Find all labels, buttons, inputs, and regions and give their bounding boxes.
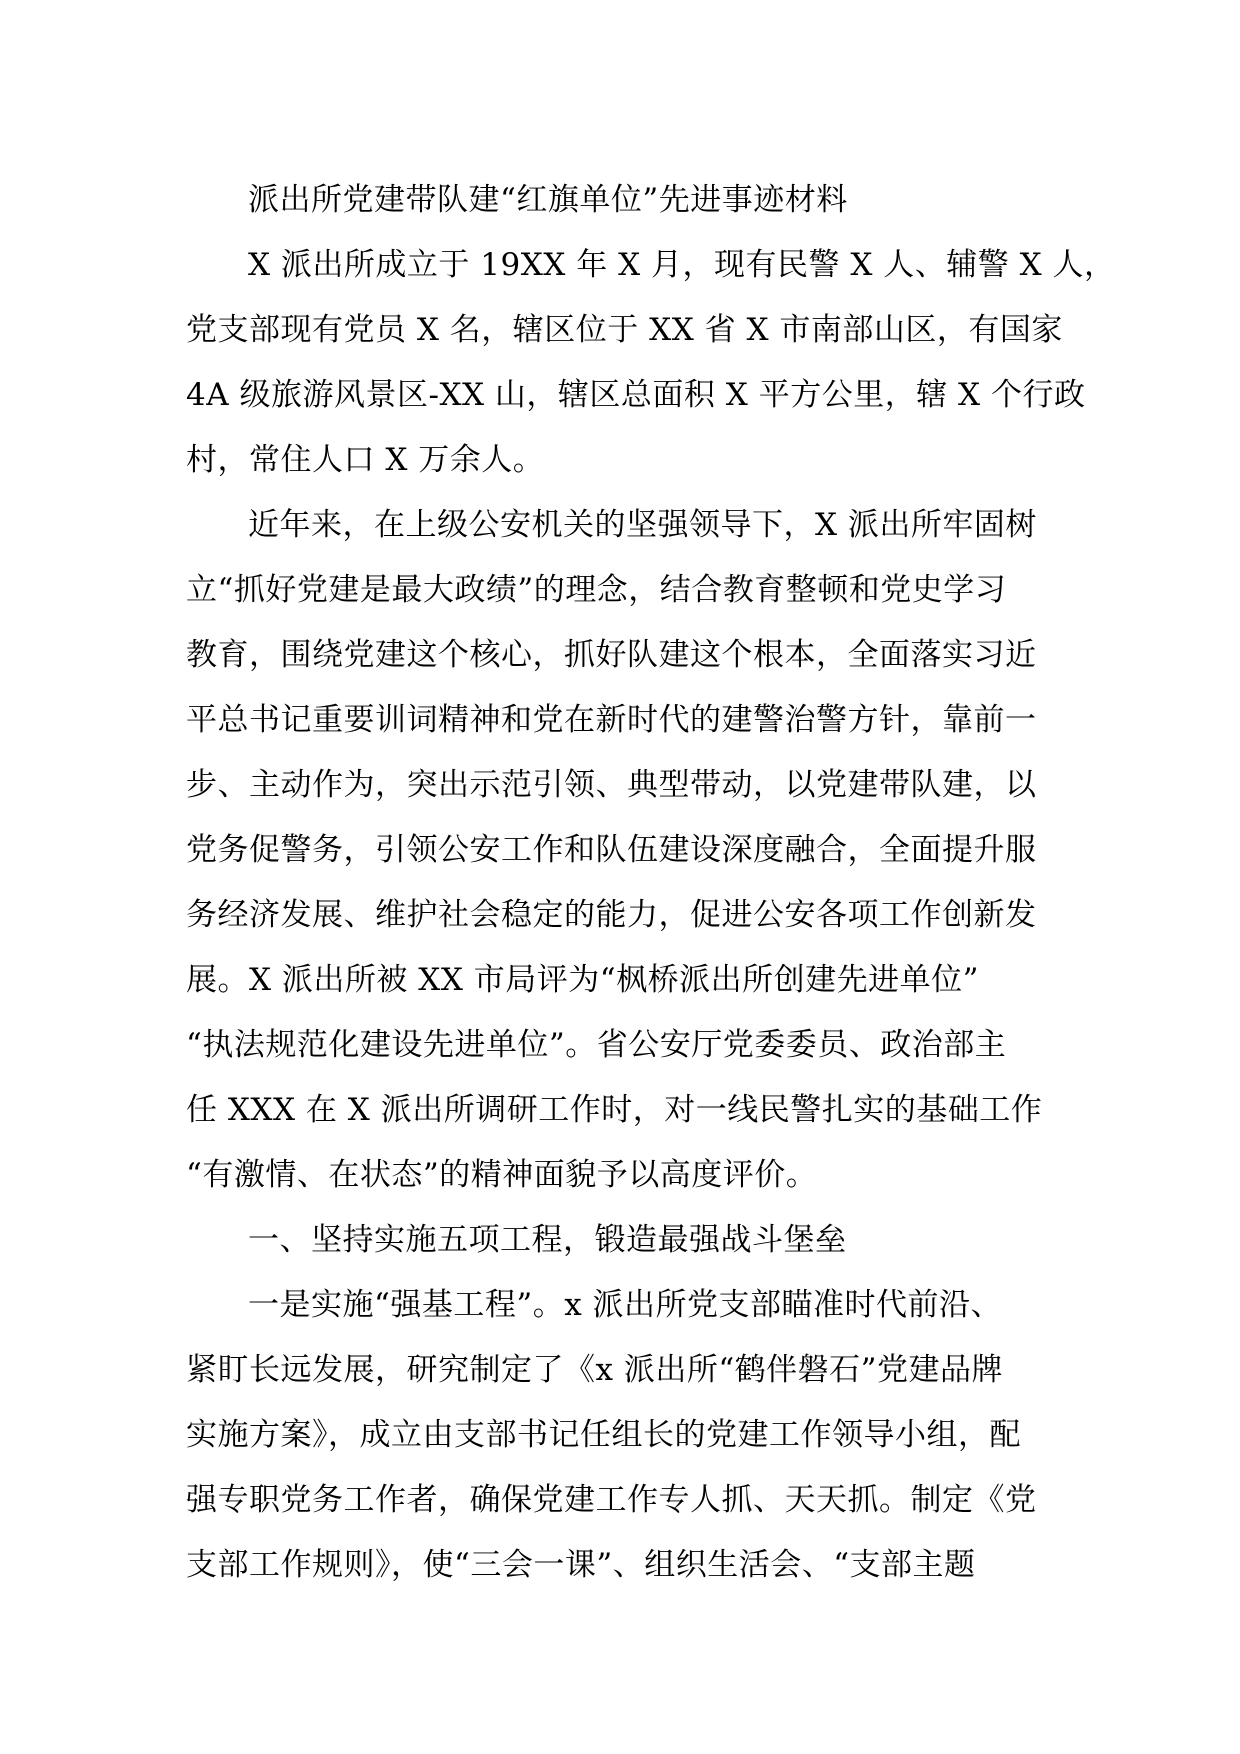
paragraph-line: “有激情、在状态”的精神面貌予以高度评价。 [186,1157,818,1193]
paragraph-line: 任 XXX 在 X 派出所调研工作时，对一线民警扎实的基础工作 [186,1092,1043,1128]
paragraph-intro [186,233,1116,493]
section-heading [186,1208,1056,1273]
paragraph-line: 展。X 派出所被 XX 市局评为“枫桥派出所创建先进单位” [186,962,979,998]
paragraph-line: “执法规范化建设先进单位”。省公安厅党委委员、政治部主 [186,1027,1007,1063]
paragraph-line: 党支部现有党员 X 名，辖区位于 XX 省 X 市南部山区，有国家 [186,312,1063,348]
paragraph-line: 紧盯长远发展，研究制定了《x 派出所“鹤伴磐石”党建品牌 [186,1352,1004,1388]
document-body [186,168,1116,1598]
paragraph-strong-base [186,1273,1056,1598]
paragraph-line: 一是实施“强基工程”。x 派出所党支部瞄准时代前沿、 [248,1287,1003,1323]
section-heading-text: 一、坚持实施五项工程，锻造最强战斗堡垒 [248,1222,847,1258]
paragraph-line: 实施方案》，成立由支部书记任组长的党建工作领导小组，配 [186,1417,1021,1453]
paragraph-line: 4A 级旅游风景区-XX 山，辖区总面积 X 平方公里，辖 X 个行政 [186,377,1086,413]
paragraph-line: 平总书记重要训词精神和党在新时代的建警治警方针，靠前一 [186,702,1037,738]
paragraph-overview [186,493,1056,1208]
paragraph-line: X 派出所成立于 19XX 年 X 月，现有民警 X 人、辅警 X 人， [248,247,1116,283]
paragraph-line: 强专职党务工作者，确保党建工作专人抓、天天抓。制定《党 [186,1482,1037,1518]
document-title: 派出所党建带队建“红旗单位”先进事迹材料 [248,182,848,218]
paragraph-line: 村，常住人口 X 万余人。 [186,442,545,478]
paragraph-line: 务经济发展、维护社会稳定的能力，促进公安各项工作创新发 [186,897,1037,933]
paragraph-line: 教育，围绕党建这个核心，抓好队建这个根本，全面落实习近 [186,637,1037,673]
paragraph-line: 近年来，在上级公安机关的坚强领导下，X 派出所牢固树 [248,507,1037,543]
paragraph-line: 步、主动作为，突出示范引领、典型带动，以党建带队建，以 [186,767,1037,803]
paragraph-line: 党务促警务，引领公安工作和队伍建设深度融合，全面提升服 [186,832,1037,868]
paragraph-line: 立“抓好党建是最大政绩”的理念，结合教育整顿和党史学习 [186,572,1007,608]
paragraph-line: 支部工作规则》，使“三会一课”、组织生活会、“支部主题 [186,1547,976,1583]
